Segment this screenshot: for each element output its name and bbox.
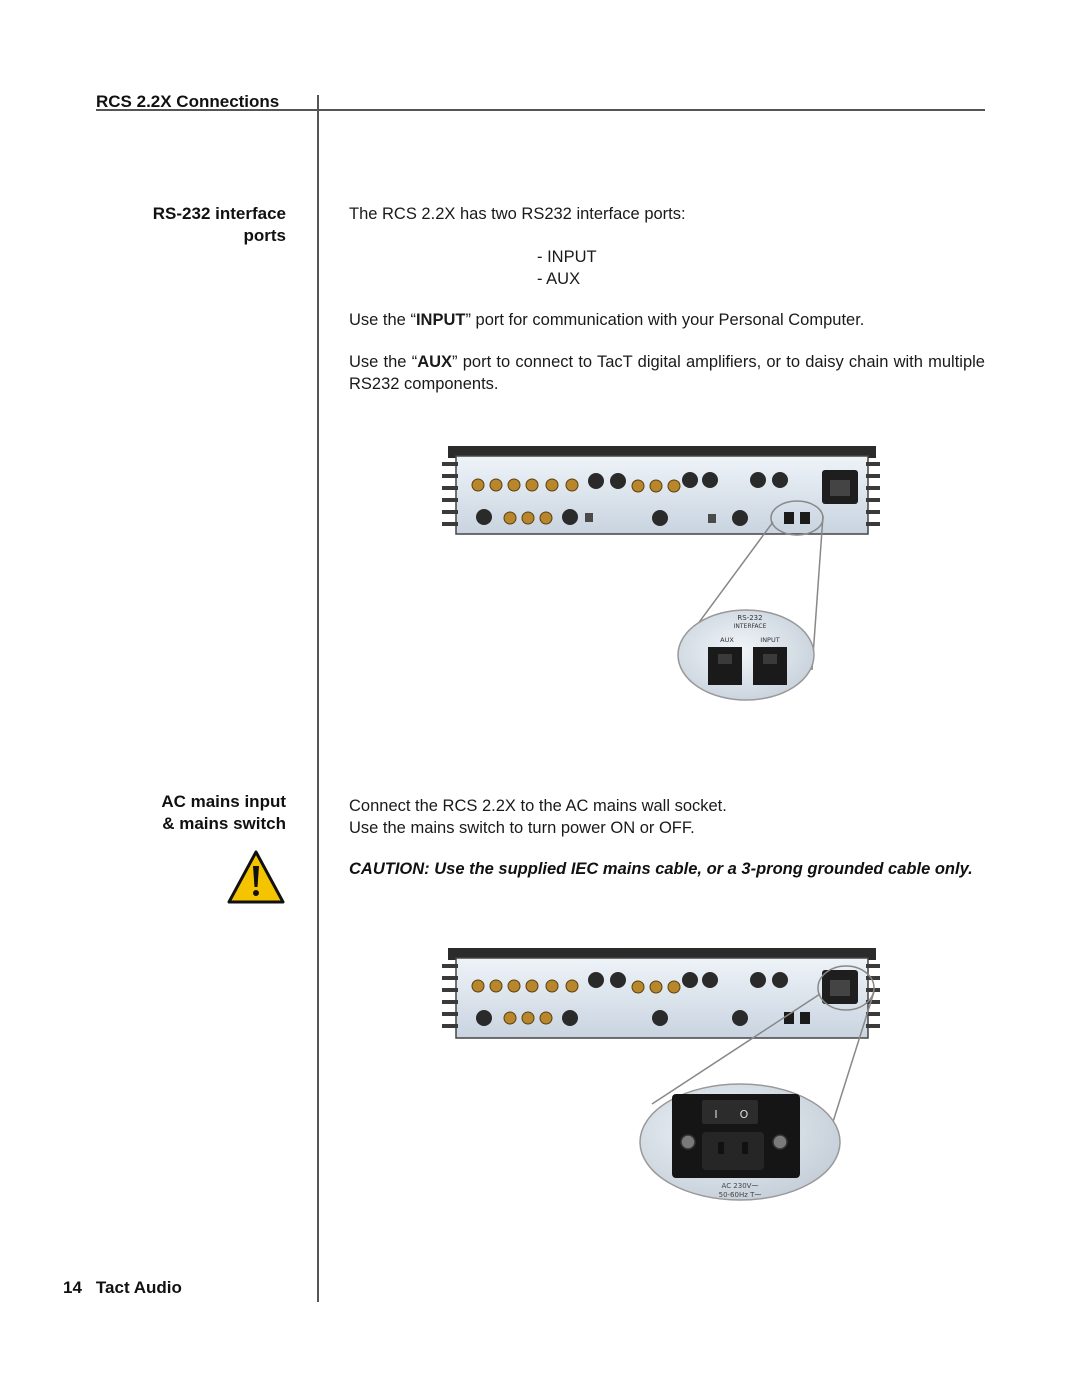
warning-triangle-icon [226,849,286,905]
section-title: RCS 2.2X Connections [96,92,280,111]
mains-heading-line1: AC mains input [161,792,286,811]
zoom-label-input: INPUT [760,636,780,644]
mains-rear-panel-photo [440,944,890,1209]
switch-on-label: I [714,1108,718,1121]
aux-port-paragraph [349,352,985,395]
mains-text [349,796,727,839]
rating-line2: 50-60Hz T⁓ [718,1191,762,1199]
rating-line1: AC 230V⁓ [721,1182,759,1190]
aux-port-icon [708,647,742,685]
mains-line2: Use the mains switch to turn power ON or OFF. [349,818,695,837]
caution-text: CAUTION: Use the supplied IEC mains cable, or a 3-prong grounded cable only. [349,860,973,878]
port-item-input: - INPUT [537,248,597,266]
mains-heading [161,791,286,835]
page-footer [63,1278,182,1298]
port-list [537,247,597,290]
switch-off-label: O [739,1108,749,1121]
footer-brand: Tact Audio [95,1278,182,1297]
aux-para-bold: AUX [417,353,453,371]
input-para-bold: INPUT [415,311,466,329]
mains-heading-line2: & mains switch [162,814,286,833]
page-number: 14 [63,1278,82,1297]
input-para-pre: Use the “ [349,311,416,329]
mains-line1: Connect the RCS 2.2X to the AC mains wall socket. [349,797,727,815]
rs232-heading-line2: ports [243,226,286,245]
input-port-icon [753,647,787,685]
column-divider [317,95,319,1302]
zoom-label-interface: INTERFACE [733,623,767,630]
zoom-label-rs232: RS-232 [737,614,763,622]
rs232-intro: The RCS 2.2X has two RS232 interface ports: [349,205,686,223]
aux-para-pre: Use the “ [349,353,418,371]
input-para-post: ” port for communication with your Personal Computer. [465,311,865,329]
port-item-aux: - AUX [537,269,581,288]
input-port-paragraph [349,310,985,332]
power-switch-icon [702,1100,758,1124]
zoom-label-aux: AUX [720,636,734,644]
rs232-rear-panel-photo [440,440,890,705]
rs232-heading-line1: RS-232 interface [152,204,286,223]
aux-para-post: ” port to connect to TacT digital amplifiers, or to daisy chain with multiple RS232 components. [349,353,985,393]
rs232-heading [153,203,286,247]
